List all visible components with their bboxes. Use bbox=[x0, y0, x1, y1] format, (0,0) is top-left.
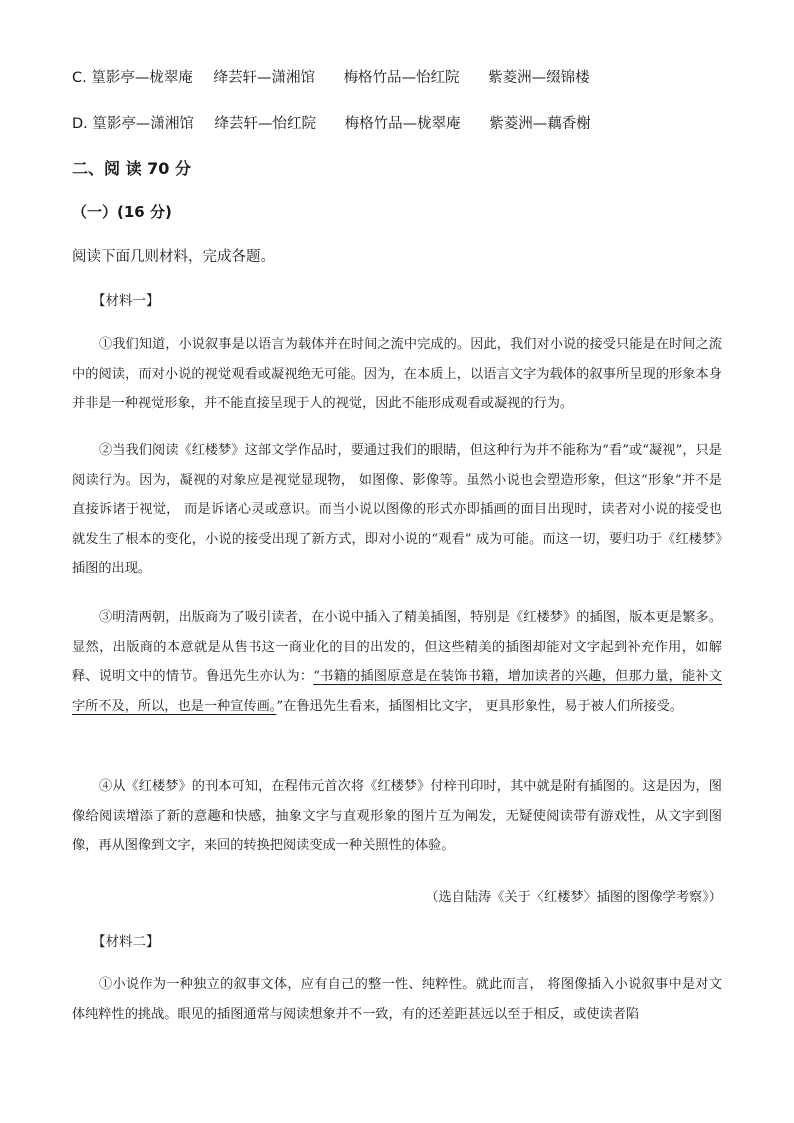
option-item: 紫菱洲—缀锦楼 bbox=[488, 70, 590, 86]
quote-underlined: “书籍的插图原意是在装饰书籍，增加读者的兴趣，但那力量，能补文字所不及，所以，也是一种宣传画。 bbox=[72, 669, 722, 714]
option-item: 绛芸轩—潇湘馆 bbox=[213, 70, 315, 86]
paragraph: ①我们知道，小说叙事是以语言为载体并在时间之流中完成的。因此，我们对小说的接受只能是在时间之流中的阅读，而对小说的视觉观看或凝视绝无可能。因为，在本质上，以语言文字为载体的叙事所呈现的形象本身并非是一种视觉形象，并不能直接呈现于人的视觉，因此不能形成观看或凝视的行为。 bbox=[72, 337, 722, 411]
option-letter: D. bbox=[72, 116, 88, 132]
option-item: 梅格竹品—栊翠庵 bbox=[344, 116, 461, 132]
paragraph: ④从《红楼梦》的刊本可知，在程伟元首次将《红楼梦》付梓刊印时，其中就是附有插图的。这是因为，图像给阅读增添了新的意趣和快感，抽象文字与直观形象的图片互为阐发，无疑使阅读带有游戏性，从文字到图像，再从图像到文字，来回的转换把阅读变成一种关照性的体验。 bbox=[72, 779, 722, 853]
source-citation: （选自陆涛《关于〈红楼梦〉插图的图像学考察》） bbox=[425, 890, 722, 905]
text-run: ③明清两朝，出版商为了吸引读者，在小说中插入了精美插图，特别是《红楼梦》的插图，版本更是繁多。显然，出版商的本意就是从售书这一商业化的目的出发的，但这些精美的插图却能对文字起到补充作用，如解释、说明文中的情节。鲁迅先生亦认为： bbox=[72, 610, 722, 684]
paragraph bbox=[72, 603, 722, 721]
option-item: 篁影亭—潇湘馆 bbox=[92, 116, 194, 132]
part-title: （一）(16 分) bbox=[72, 203, 172, 221]
paragraph: ①小说作为一种独立的叙事文体，应有自己的整一性、纯粹性。就此而言， 将图像插入小说叙事中是对文体纯粹性的挑战。眼见的插图通常与阅读想象并不一致，有的还差距甚远以至于相反，或使读者陷 bbox=[72, 977, 722, 1022]
material-label: 【材料一】 bbox=[92, 293, 160, 309]
section-title: 二、阅 读 70 分 bbox=[72, 159, 191, 178]
option-item: 绛芸轩—怡红院 bbox=[214, 116, 316, 132]
paragraph: ②当我们阅读《红楼梦》这部文学作品时，要通过我们的眼睛，但这种行为并不能称为“看”或“凝视”，只是阅读行为。因为，凝视的对象应是视觉显现物， 如图像、影像等。虽然小说也会塑造形象，但这“形象”并不是直接诉诸于视觉， 而是诉诸心灵或意识。而当小说以图像的形式亦即插画的面目出现时，读者对小说的接受也就发生了根本的变化，小说的接受出现了新方式，即对小说的“观看” 成为可能。而这一切，要归功于《红楼梦》插图的出现。 bbox=[72, 443, 723, 576]
option-c[interactable] bbox=[72, 66, 590, 87]
option-d[interactable] bbox=[72, 112, 591, 133]
instruction: 阅读下面几则材料，完成各题。 bbox=[72, 249, 275, 265]
material-label: 【材料二】 bbox=[92, 934, 160, 950]
option-letter: C. bbox=[72, 70, 87, 86]
option-item: 紫菱洲—藕香榭 bbox=[489, 116, 591, 132]
option-item: 梅格竹品—怡红院 bbox=[343, 70, 460, 86]
text-run: ”在鲁迅先生看来，插图相比文字， 更具形象性，易于被人们所接受。 bbox=[276, 698, 683, 714]
option-item: 篁影亭—栊翠庵 bbox=[91, 70, 193, 86]
